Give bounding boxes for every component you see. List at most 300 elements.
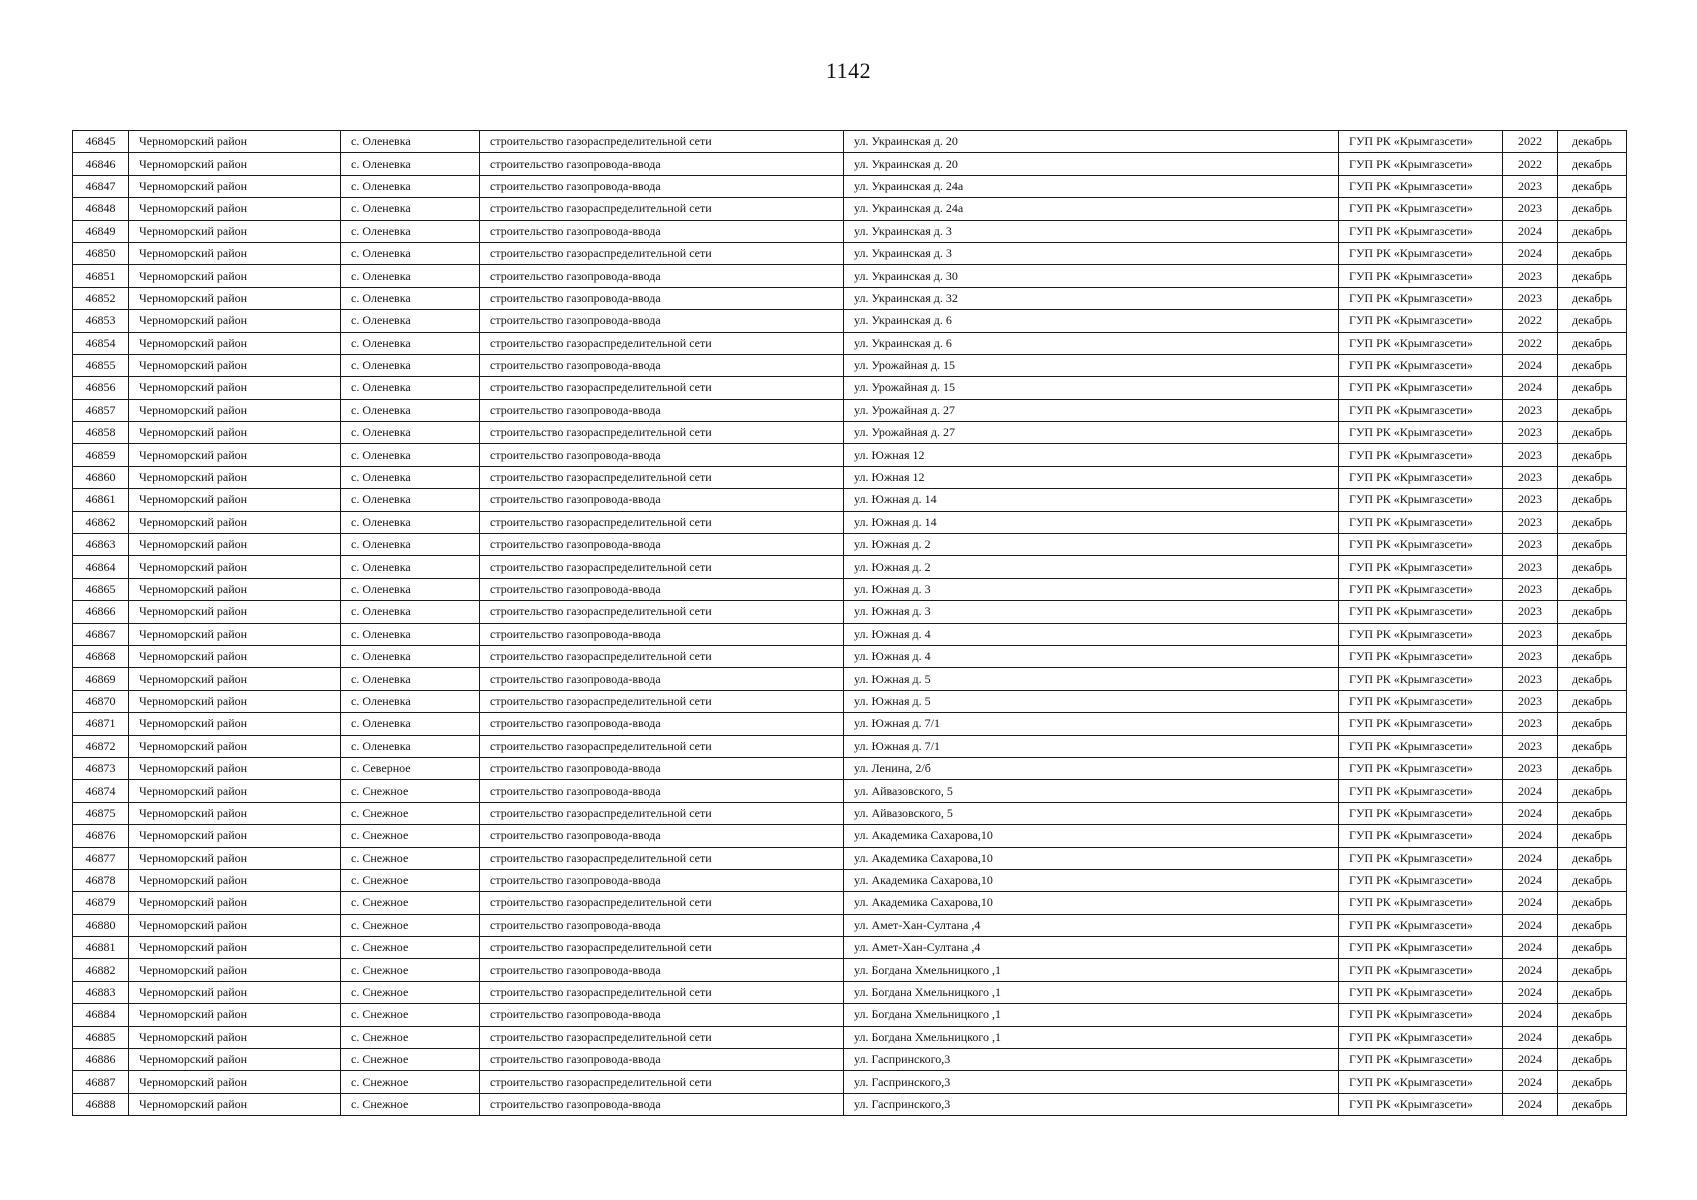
operator-cell: ГУП РК «Крымгазсети» (1339, 1049, 1503, 1071)
table-row (73, 399, 1627, 421)
operator-cell: ГУП РК «Крымгазсети» (1339, 959, 1503, 981)
locality-cell: с. Оленевка (341, 153, 480, 175)
district-cell: Черноморский район (129, 690, 341, 712)
address-cell: ул. Южная д. 5 (844, 668, 1339, 690)
locality-cell: с. Снежное (341, 937, 480, 959)
month-cell: декабрь (1558, 1004, 1627, 1026)
locality-cell: с. Оленевка (341, 690, 480, 712)
year-cell: 2023 (1503, 601, 1558, 623)
year-cell: 2024 (1503, 1049, 1558, 1071)
work-type-cell: строительство газораспределительной сети (480, 847, 844, 869)
month-cell: декабрь (1558, 713, 1627, 735)
operator-cell: ГУП РК «Крымгазсети» (1339, 220, 1503, 242)
address-cell: ул. Южная д. 4 (844, 623, 1339, 645)
operator-cell: ГУП РК «Крымгазсети» (1339, 802, 1503, 824)
table-row (73, 892, 1627, 914)
work-type-cell: строительство газораспределительной сети (480, 131, 844, 153)
operator-cell: ГУП РК «Крымгазсети» (1339, 242, 1503, 264)
work-type-cell: строительство газопровода-ввода (480, 869, 844, 891)
district-cell: Черноморский район (129, 534, 341, 556)
locality-cell: с. Снежное (341, 892, 480, 914)
operator-cell: ГУП РК «Крымгазсети» (1339, 153, 1503, 175)
district-cell: Черноморский район (129, 645, 341, 667)
district-cell: Черноморский район (129, 511, 341, 533)
address-cell: ул. Академика Сахарова,10 (844, 892, 1339, 914)
row-number-cell: 46862 (73, 511, 129, 533)
operator-cell: ГУП РК «Крымгазсети» (1339, 310, 1503, 332)
address-cell: ул. Гаспринского,3 (844, 1093, 1339, 1115)
year-cell: 2023 (1503, 422, 1558, 444)
table-row (73, 981, 1627, 1003)
table-row (73, 422, 1627, 444)
table-row (73, 847, 1627, 869)
row-number-cell: 46859 (73, 444, 129, 466)
year-cell: 2023 (1503, 399, 1558, 421)
table-row (73, 869, 1627, 891)
address-cell: ул. Украинская д. 20 (844, 153, 1339, 175)
district-cell: Черноморский район (129, 377, 341, 399)
row-number-cell: 46874 (73, 780, 129, 802)
table-row (73, 713, 1627, 735)
row-number-cell: 46855 (73, 354, 129, 376)
table-row (73, 668, 1627, 690)
row-number-cell: 46853 (73, 310, 129, 332)
address-cell: ул. Урожайная д. 27 (844, 422, 1339, 444)
row-number-cell: 46888 (73, 1093, 129, 1115)
row-number-cell: 46858 (73, 422, 129, 444)
year-cell: 2024 (1503, 825, 1558, 847)
address-cell: ул. Южная д. 3 (844, 578, 1339, 600)
month-cell: декабрь (1558, 377, 1627, 399)
operator-cell: ГУП РК «Крымгазсети» (1339, 131, 1503, 153)
work-type-cell: строительство газораспределительной сети (480, 802, 844, 824)
year-cell: 2024 (1503, 892, 1558, 914)
operator-cell: ГУП РК «Крымгазсети» (1339, 444, 1503, 466)
operator-cell: ГУП РК «Крымгазсети» (1339, 466, 1503, 488)
year-cell: 2023 (1503, 198, 1558, 220)
row-number-cell: 46856 (73, 377, 129, 399)
work-type-cell: строительство газораспределительной сети (480, 645, 844, 667)
work-type-cell: строительство газопровода-ввода (480, 780, 844, 802)
row-number-cell: 46869 (73, 668, 129, 690)
district-cell: Черноморский район (129, 623, 341, 645)
work-type-cell: строительство газораспределительной сети (480, 556, 844, 578)
table-row (73, 131, 1627, 153)
address-cell: ул. Украинская д. 20 (844, 131, 1339, 153)
month-cell: декабрь (1558, 511, 1627, 533)
address-cell: ул. Южная д. 7/1 (844, 735, 1339, 757)
year-cell: 2024 (1503, 869, 1558, 891)
operator-cell: ГУП РК «Крымгазсети» (1339, 757, 1503, 779)
work-type-cell: строительство газопровода-ввода (480, 1093, 844, 1115)
table-row (73, 444, 1627, 466)
locality-cell: с. Оленевка (341, 623, 480, 645)
district-cell: Черноморский район (129, 1071, 341, 1093)
locality-cell: с. Оленевка (341, 220, 480, 242)
work-type-cell: строительство газопровода-ввода (480, 354, 844, 376)
work-type-cell: строительство газораспределительной сети (480, 422, 844, 444)
table-row (73, 1049, 1627, 1071)
row-number-cell: 46852 (73, 287, 129, 309)
month-cell: декабрь (1558, 623, 1627, 645)
address-cell: ул. Украинская д. 32 (844, 287, 1339, 309)
district-cell: Черноморский район (129, 937, 341, 959)
year-cell: 2023 (1503, 690, 1558, 712)
work-type-cell: строительство газораспределительной сети (480, 1026, 844, 1048)
district-cell: Черноморский район (129, 802, 341, 824)
row-number-cell: 46883 (73, 981, 129, 1003)
row-number-cell: 46857 (73, 399, 129, 421)
locality-cell: с. Оленевка (341, 466, 480, 488)
table-row (73, 623, 1627, 645)
year-cell: 2024 (1503, 780, 1558, 802)
district-cell: Черноморский район (129, 981, 341, 1003)
row-number-cell: 46873 (73, 757, 129, 779)
row-number-cell: 46851 (73, 265, 129, 287)
month-cell: декабрь (1558, 198, 1627, 220)
table-row (73, 1071, 1627, 1093)
row-number-cell: 46871 (73, 713, 129, 735)
month-cell: декабрь (1558, 1049, 1627, 1071)
district-cell: Черноморский район (129, 131, 341, 153)
row-number-cell: 46854 (73, 332, 129, 354)
year-cell: 2023 (1503, 175, 1558, 197)
month-cell: декабрь (1558, 534, 1627, 556)
row-number-cell: 46879 (73, 892, 129, 914)
work-type-cell: строительство газопровода-ввода (480, 153, 844, 175)
year-cell: 2023 (1503, 735, 1558, 757)
table-row (73, 802, 1627, 824)
year-cell: 2024 (1503, 937, 1558, 959)
table-row (73, 242, 1627, 264)
operator-cell: ГУП РК «Крымгазсети» (1339, 780, 1503, 802)
district-cell: Черноморский район (129, 601, 341, 623)
month-cell: декабрь (1558, 466, 1627, 488)
table-row (73, 198, 1627, 220)
district-cell: Черноморский район (129, 578, 341, 600)
district-cell: Черноморский район (129, 869, 341, 891)
locality-cell: с. Снежное (341, 825, 480, 847)
locality-cell: с. Оленевка (341, 556, 480, 578)
locality-cell: с. Северное (341, 757, 480, 779)
table-row (73, 310, 1627, 332)
year-cell: 2024 (1503, 847, 1558, 869)
district-cell: Черноморский район (129, 287, 341, 309)
work-type-cell: строительство газораспределительной сети (480, 690, 844, 712)
locality-cell: с. Оленевка (341, 332, 480, 354)
year-cell: 2024 (1503, 242, 1558, 264)
table-row (73, 377, 1627, 399)
row-number-cell: 46866 (73, 601, 129, 623)
year-cell: 2022 (1503, 153, 1558, 175)
locality-cell: с. Снежное (341, 1071, 480, 1093)
work-type-cell: строительство газопровода-ввода (480, 914, 844, 936)
year-cell: 2023 (1503, 578, 1558, 600)
row-number-cell: 46875 (73, 802, 129, 824)
row-number-cell: 46863 (73, 534, 129, 556)
month-cell: декабрь (1558, 690, 1627, 712)
operator-cell: ГУП РК «Крымгазсети» (1339, 287, 1503, 309)
month-cell: декабрь (1558, 265, 1627, 287)
district-cell: Черноморский район (129, 489, 341, 511)
address-cell: ул. Ленина, 2/б (844, 757, 1339, 779)
table-row (73, 780, 1627, 802)
locality-cell: с. Оленевка (341, 377, 480, 399)
year-cell: 2023 (1503, 466, 1558, 488)
row-number-cell: 46849 (73, 220, 129, 242)
operator-cell: ГУП РК «Крымгазсети» (1339, 892, 1503, 914)
locality-cell: с. Снежное (341, 1026, 480, 1048)
table-row (73, 578, 1627, 600)
work-type-cell: строительство газораспределительной сети (480, 242, 844, 264)
month-cell: декабрь (1558, 847, 1627, 869)
month-cell: декабрь (1558, 310, 1627, 332)
year-cell: 2024 (1503, 1071, 1558, 1093)
work-type-cell: строительство газопровода-ввода (480, 757, 844, 779)
operator-cell: ГУП РК «Крымгазсети» (1339, 623, 1503, 645)
locality-cell: с. Оленевка (341, 489, 480, 511)
table-row (73, 959, 1627, 981)
work-type-cell: строительство газораспределительной сети (480, 332, 844, 354)
month-cell: декабрь (1558, 802, 1627, 824)
address-cell: ул. Южная д. 14 (844, 489, 1339, 511)
address-cell: ул. Богдана Хмельницкого ,1 (844, 1004, 1339, 1026)
address-cell: ул. Амет-Хан-Султана ,4 (844, 937, 1339, 959)
work-type-cell: строительство газопровода-ввода (480, 825, 844, 847)
month-cell: декабрь (1558, 1026, 1627, 1048)
operator-cell: ГУП РК «Крымгазсети» (1339, 914, 1503, 936)
month-cell: декабрь (1558, 601, 1627, 623)
operator-cell: ГУП РК «Крымгазсети» (1339, 556, 1503, 578)
table-row (73, 534, 1627, 556)
work-type-cell: строительство газопровода-ввода (480, 310, 844, 332)
year-cell: 2023 (1503, 757, 1558, 779)
locality-cell: с. Оленевка (341, 713, 480, 735)
row-number-cell: 46870 (73, 690, 129, 712)
district-cell: Черноморский район (129, 757, 341, 779)
work-type-cell: строительство газораспределительной сети (480, 601, 844, 623)
address-cell: ул. Богдана Хмельницкого ,1 (844, 981, 1339, 1003)
address-cell: ул. Академика Сахарова,10 (844, 825, 1339, 847)
year-cell: 2023 (1503, 668, 1558, 690)
work-type-cell: строительство газораспределительной сети (480, 735, 844, 757)
month-cell: декабрь (1558, 354, 1627, 376)
locality-cell: с. Снежное (341, 981, 480, 1003)
operator-cell: ГУП РК «Крымгазсети» (1339, 981, 1503, 1003)
locality-cell: с. Оленевка (341, 534, 480, 556)
work-type-cell: строительство газопровода-ввода (480, 578, 844, 600)
month-cell: декабрь (1558, 131, 1627, 153)
table-row (73, 735, 1627, 757)
month-cell: декабрь (1558, 757, 1627, 779)
district-cell: Черноморский район (129, 310, 341, 332)
address-cell: ул. Украинская д. 6 (844, 310, 1339, 332)
month-cell: декабрь (1558, 914, 1627, 936)
month-cell: декабрь (1558, 578, 1627, 600)
year-cell: 2024 (1503, 914, 1558, 936)
year-cell: 2023 (1503, 623, 1558, 645)
locality-cell: с. Оленевка (341, 645, 480, 667)
district-cell: Черноморский район (129, 1049, 341, 1071)
operator-cell: ГУП РК «Крымгазсети» (1339, 690, 1503, 712)
district-cell: Черноморский район (129, 242, 341, 264)
year-cell: 2023 (1503, 287, 1558, 309)
address-cell: ул. Южная д. 14 (844, 511, 1339, 533)
work-type-cell: строительство газораспределительной сети (480, 511, 844, 533)
locality-cell: с. Оленевка (341, 175, 480, 197)
work-type-cell: строительство газопровода-ввода (480, 220, 844, 242)
row-number-cell: 46885 (73, 1026, 129, 1048)
year-cell: 2023 (1503, 489, 1558, 511)
month-cell: декабрь (1558, 399, 1627, 421)
month-cell: декабрь (1558, 981, 1627, 1003)
row-number-cell: 46860 (73, 466, 129, 488)
operator-cell: ГУП РК «Крымгазсети» (1339, 332, 1503, 354)
operator-cell: ГУП РК «Крымгазсети» (1339, 354, 1503, 376)
address-cell: ул. Амет-Хан-Султана ,4 (844, 914, 1339, 936)
locality-cell: с. Оленевка (341, 198, 480, 220)
district-cell: Черноморский район (129, 198, 341, 220)
work-type-cell: строительство газораспределительной сети (480, 981, 844, 1003)
year-cell: 2024 (1503, 1026, 1558, 1048)
address-cell: ул. Украинская д. 24а (844, 175, 1339, 197)
month-cell: декабрь (1558, 287, 1627, 309)
locality-cell: с. Оленевка (341, 735, 480, 757)
row-number-cell: 46847 (73, 175, 129, 197)
table-row (73, 757, 1627, 779)
work-type-cell: строительство газопровода-ввода (480, 534, 844, 556)
registry-body (73, 131, 1627, 1116)
table-row (73, 1004, 1627, 1026)
month-cell: декабрь (1558, 489, 1627, 511)
district-cell: Черноморский район (129, 1093, 341, 1115)
operator-cell: ГУП РК «Крымгазсети» (1339, 645, 1503, 667)
month-cell: декабрь (1558, 332, 1627, 354)
operator-cell: ГУП РК «Крымгазсети» (1339, 399, 1503, 421)
year-cell: 2022 (1503, 131, 1558, 153)
address-cell: ул. Южная д. 5 (844, 690, 1339, 712)
month-cell: декабрь (1558, 422, 1627, 444)
month-cell: декабрь (1558, 1093, 1627, 1115)
work-type-cell: строительство газопровода-ввода (480, 489, 844, 511)
district-cell: Черноморский район (129, 959, 341, 981)
locality-cell: с. Оленевка (341, 511, 480, 533)
district-cell: Черноморский район (129, 466, 341, 488)
locality-cell: с. Оленевка (341, 422, 480, 444)
month-cell: декабрь (1558, 444, 1627, 466)
month-cell: декабрь (1558, 1071, 1627, 1093)
work-type-cell: строительство газопровода-ввода (480, 175, 844, 197)
locality-cell: с. Оленевка (341, 578, 480, 600)
locality-cell: с. Оленевка (341, 354, 480, 376)
month-cell: декабрь (1558, 937, 1627, 959)
month-cell: декабрь (1558, 735, 1627, 757)
year-cell: 2024 (1503, 1004, 1558, 1026)
operator-cell: ГУП РК «Крымгазсети» (1339, 1026, 1503, 1048)
operator-cell: ГУП РК «Крымгазсети» (1339, 175, 1503, 197)
address-cell: ул. Урожайная д. 27 (844, 399, 1339, 421)
row-number-cell: 46880 (73, 914, 129, 936)
district-cell: Черноморский район (129, 175, 341, 197)
locality-cell: с. Снежное (341, 1049, 480, 1071)
year-cell: 2023 (1503, 713, 1558, 735)
row-number-cell: 46867 (73, 623, 129, 645)
row-number-cell: 46864 (73, 556, 129, 578)
address-cell: ул. Южная д. 2 (844, 534, 1339, 556)
month-cell: декабрь (1558, 153, 1627, 175)
table-row (73, 1026, 1627, 1048)
locality-cell: с. Оленевка (341, 310, 480, 332)
year-cell: 2023 (1503, 511, 1558, 533)
row-number-cell: 46845 (73, 131, 129, 153)
operator-cell: ГУП РК «Крымгазсети» (1339, 422, 1503, 444)
operator-cell: ГУП РК «Крымгазсети» (1339, 668, 1503, 690)
address-cell: ул. Южная д. 2 (844, 556, 1339, 578)
table-row (73, 914, 1627, 936)
operator-cell: ГУП РК «Крымгазсети» (1339, 847, 1503, 869)
address-cell: ул. Богдана Хмельницкого ,1 (844, 959, 1339, 981)
district-cell: Черноморский район (129, 332, 341, 354)
year-cell: 2024 (1503, 220, 1558, 242)
district-cell: Черноморский район (129, 422, 341, 444)
table-row (73, 601, 1627, 623)
district-cell: Черноморский район (129, 265, 341, 287)
operator-cell: ГУП РК «Крымгазсети» (1339, 1093, 1503, 1115)
address-cell: ул. Айвазовского, 5 (844, 780, 1339, 802)
row-number-cell: 46876 (73, 825, 129, 847)
address-cell: ул. Южная 12 (844, 444, 1339, 466)
row-number-cell: 46868 (73, 645, 129, 667)
row-number-cell: 46846 (73, 153, 129, 175)
address-cell: ул. Гаспринского,3 (844, 1071, 1339, 1093)
district-cell: Черноморский район (129, 399, 341, 421)
work-type-cell: строительство газопровода-ввода (480, 265, 844, 287)
operator-cell: ГУП РК «Крымгазсети» (1339, 825, 1503, 847)
locality-cell: с. Снежное (341, 847, 480, 869)
district-cell: Черноморский район (129, 556, 341, 578)
district-cell: Черноморский район (129, 825, 341, 847)
table-row (73, 354, 1627, 376)
table-row (73, 265, 1627, 287)
district-cell: Черноморский район (129, 780, 341, 802)
address-cell: ул. Богдана Хмельницкого ,1 (844, 1026, 1339, 1048)
year-cell: 2024 (1503, 1093, 1558, 1115)
year-cell: 2024 (1503, 981, 1558, 1003)
month-cell: декабрь (1558, 959, 1627, 981)
address-cell: ул. Гаспринского,3 (844, 1049, 1339, 1071)
operator-cell: ГУП РК «Крымгазсети» (1339, 489, 1503, 511)
work-type-cell: строительство газопровода-ввода (480, 399, 844, 421)
district-cell: Черноморский район (129, 735, 341, 757)
address-cell: ул. Южная д. 3 (844, 601, 1339, 623)
district-cell: Черноморский район (129, 668, 341, 690)
operator-cell: ГУП РК «Крымгазсети» (1339, 198, 1503, 220)
operator-cell: ГУП РК «Крымгазсети» (1339, 601, 1503, 623)
operator-cell: ГУП РК «Крымгазсети» (1339, 265, 1503, 287)
year-cell: 2022 (1503, 332, 1558, 354)
locality-cell: с. Оленевка (341, 131, 480, 153)
operator-cell: ГУП РК «Крымгазсети» (1339, 377, 1503, 399)
row-number-cell: 46848 (73, 198, 129, 220)
work-type-cell: строительство газопровода-ввода (480, 1004, 844, 1026)
year-cell: 2024 (1503, 377, 1558, 399)
address-cell: ул. Украинская д. 6 (844, 332, 1339, 354)
locality-cell: с. Снежное (341, 1004, 480, 1026)
work-type-cell: строительство газопровода-ввода (480, 959, 844, 981)
locality-cell: с. Снежное (341, 959, 480, 981)
month-cell: декабрь (1558, 556, 1627, 578)
row-number-cell: 46881 (73, 937, 129, 959)
